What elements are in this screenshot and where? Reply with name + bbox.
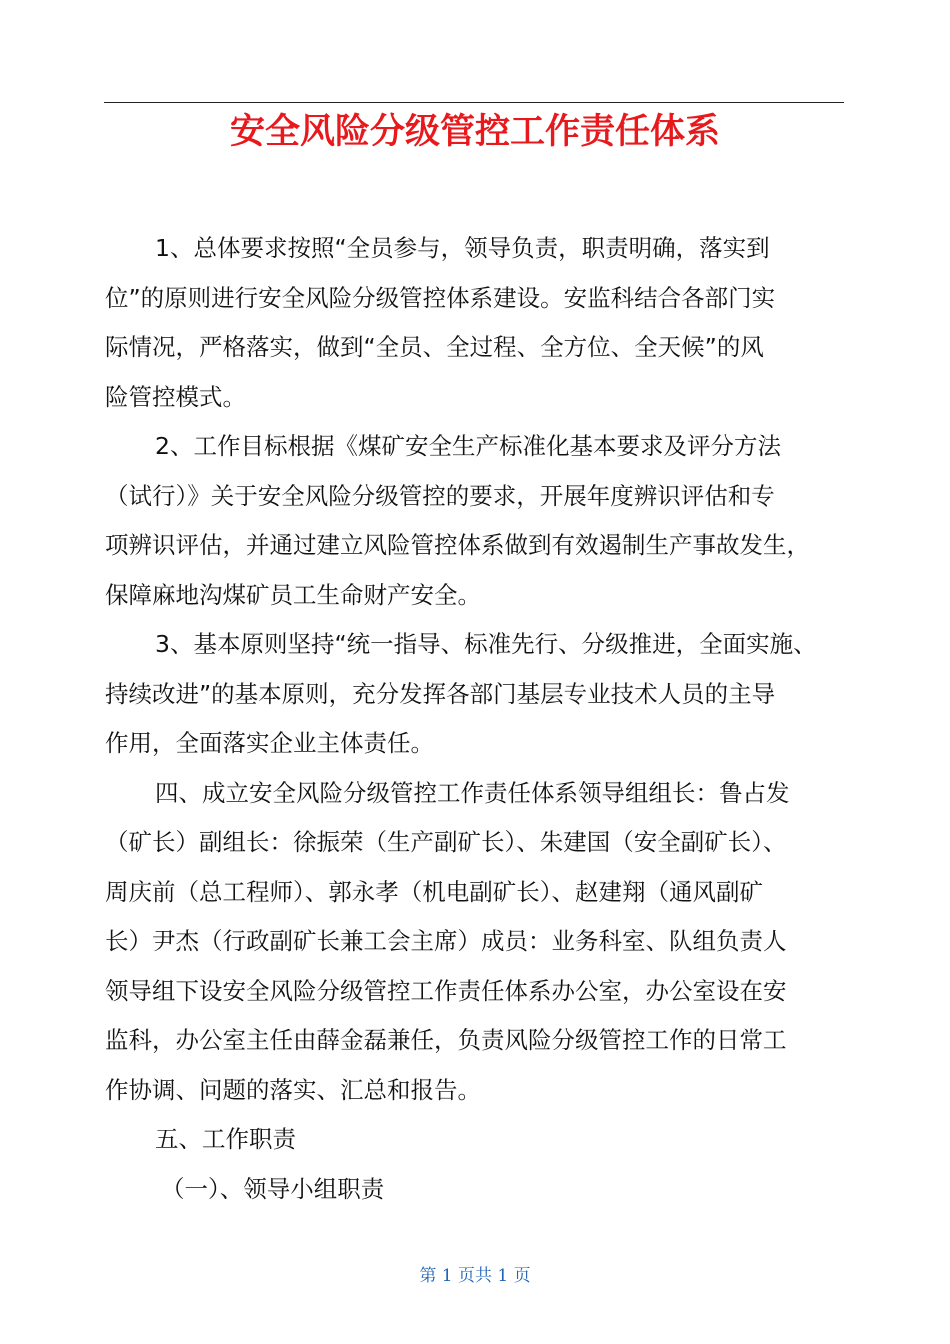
paragraph-line: 领导组下设安全风险分级管控工作责任体系办公室，办公室设在安 — [105, 976, 787, 1005]
section-heading: 五、工作职责 — [155, 1125, 296, 1153]
paragraph-line: 位”的原则进行安全风险分级管控体系建设。安监科结合各部门实 — [105, 283, 776, 312]
header-rule — [104, 102, 844, 103]
paragraph-line: 监科，办公室主任由薛金磊兼任，负责风险分级管控工作的日常工 — [105, 1026, 787, 1054]
paragraph-line: 项辨识评估，并通过建立风险管控体系做到有效遏制生产事故发生， — [105, 531, 810, 559]
page-footer: 第 1 页共 1 页 — [419, 1266, 531, 1286]
subsection-heading: （一）、领导小组职责 — [161, 1174, 385, 1203]
paragraph-line: 持续改进”的基本原则，充分发挥各部门基层专业技术人员的主导 — [105, 679, 776, 708]
paragraph-line: 保障麻地沟煤矿员工生命财产安全。 — [105, 580, 481, 609]
paragraph-line: 3、基本原则坚持“统一指导、标准先行、分级推进，全面实施、 — [155, 630, 817, 658]
paragraph-line: （矿长）副组长：徐振荣（生产副矿长）、朱建国（安全副矿长）、 — [105, 828, 787, 856]
paragraph-line: 1、总体要求按照“全员参与，领导负责，职责明确，落实到 — [155, 234, 770, 262]
paragraph-line: 2、工作目标根据《煤矿安全生产标准化基本要求及评分方法 — [155, 432, 781, 460]
paragraph-line: 险管控模式。 — [105, 382, 246, 411]
paragraph-line: 作协调、问题的落实、汇总和报告。 — [105, 1075, 481, 1104]
paragraph-line: 长）尹杰（行政副矿长兼工会主席）成员：业务科室、队组负责人 — [105, 927, 787, 955]
paragraph-line: 周庆前（总工程师）、郭永孝（机电副矿长）、赵建翔（通风副矿 — [105, 877, 763, 906]
paragraph-line: 作用，全面落实企业主体责任。 — [105, 729, 434, 757]
paragraph-line: 际情况，严格落实，做到“全员、全过程、全方位、全天候”的风 — [105, 333, 764, 361]
document-title: 安全风险分级管控工作责任体系 — [229, 112, 720, 152]
paragraph-line: 四、成立安全风险分级管控工作责任体系领导组组长：鲁占发 — [155, 778, 790, 807]
document-body — [105, 224, 850, 1214]
paragraph-line: （试行）》关于安全风险分级管控的要求，开展年度辨识评估和专 — [105, 481, 775, 510]
